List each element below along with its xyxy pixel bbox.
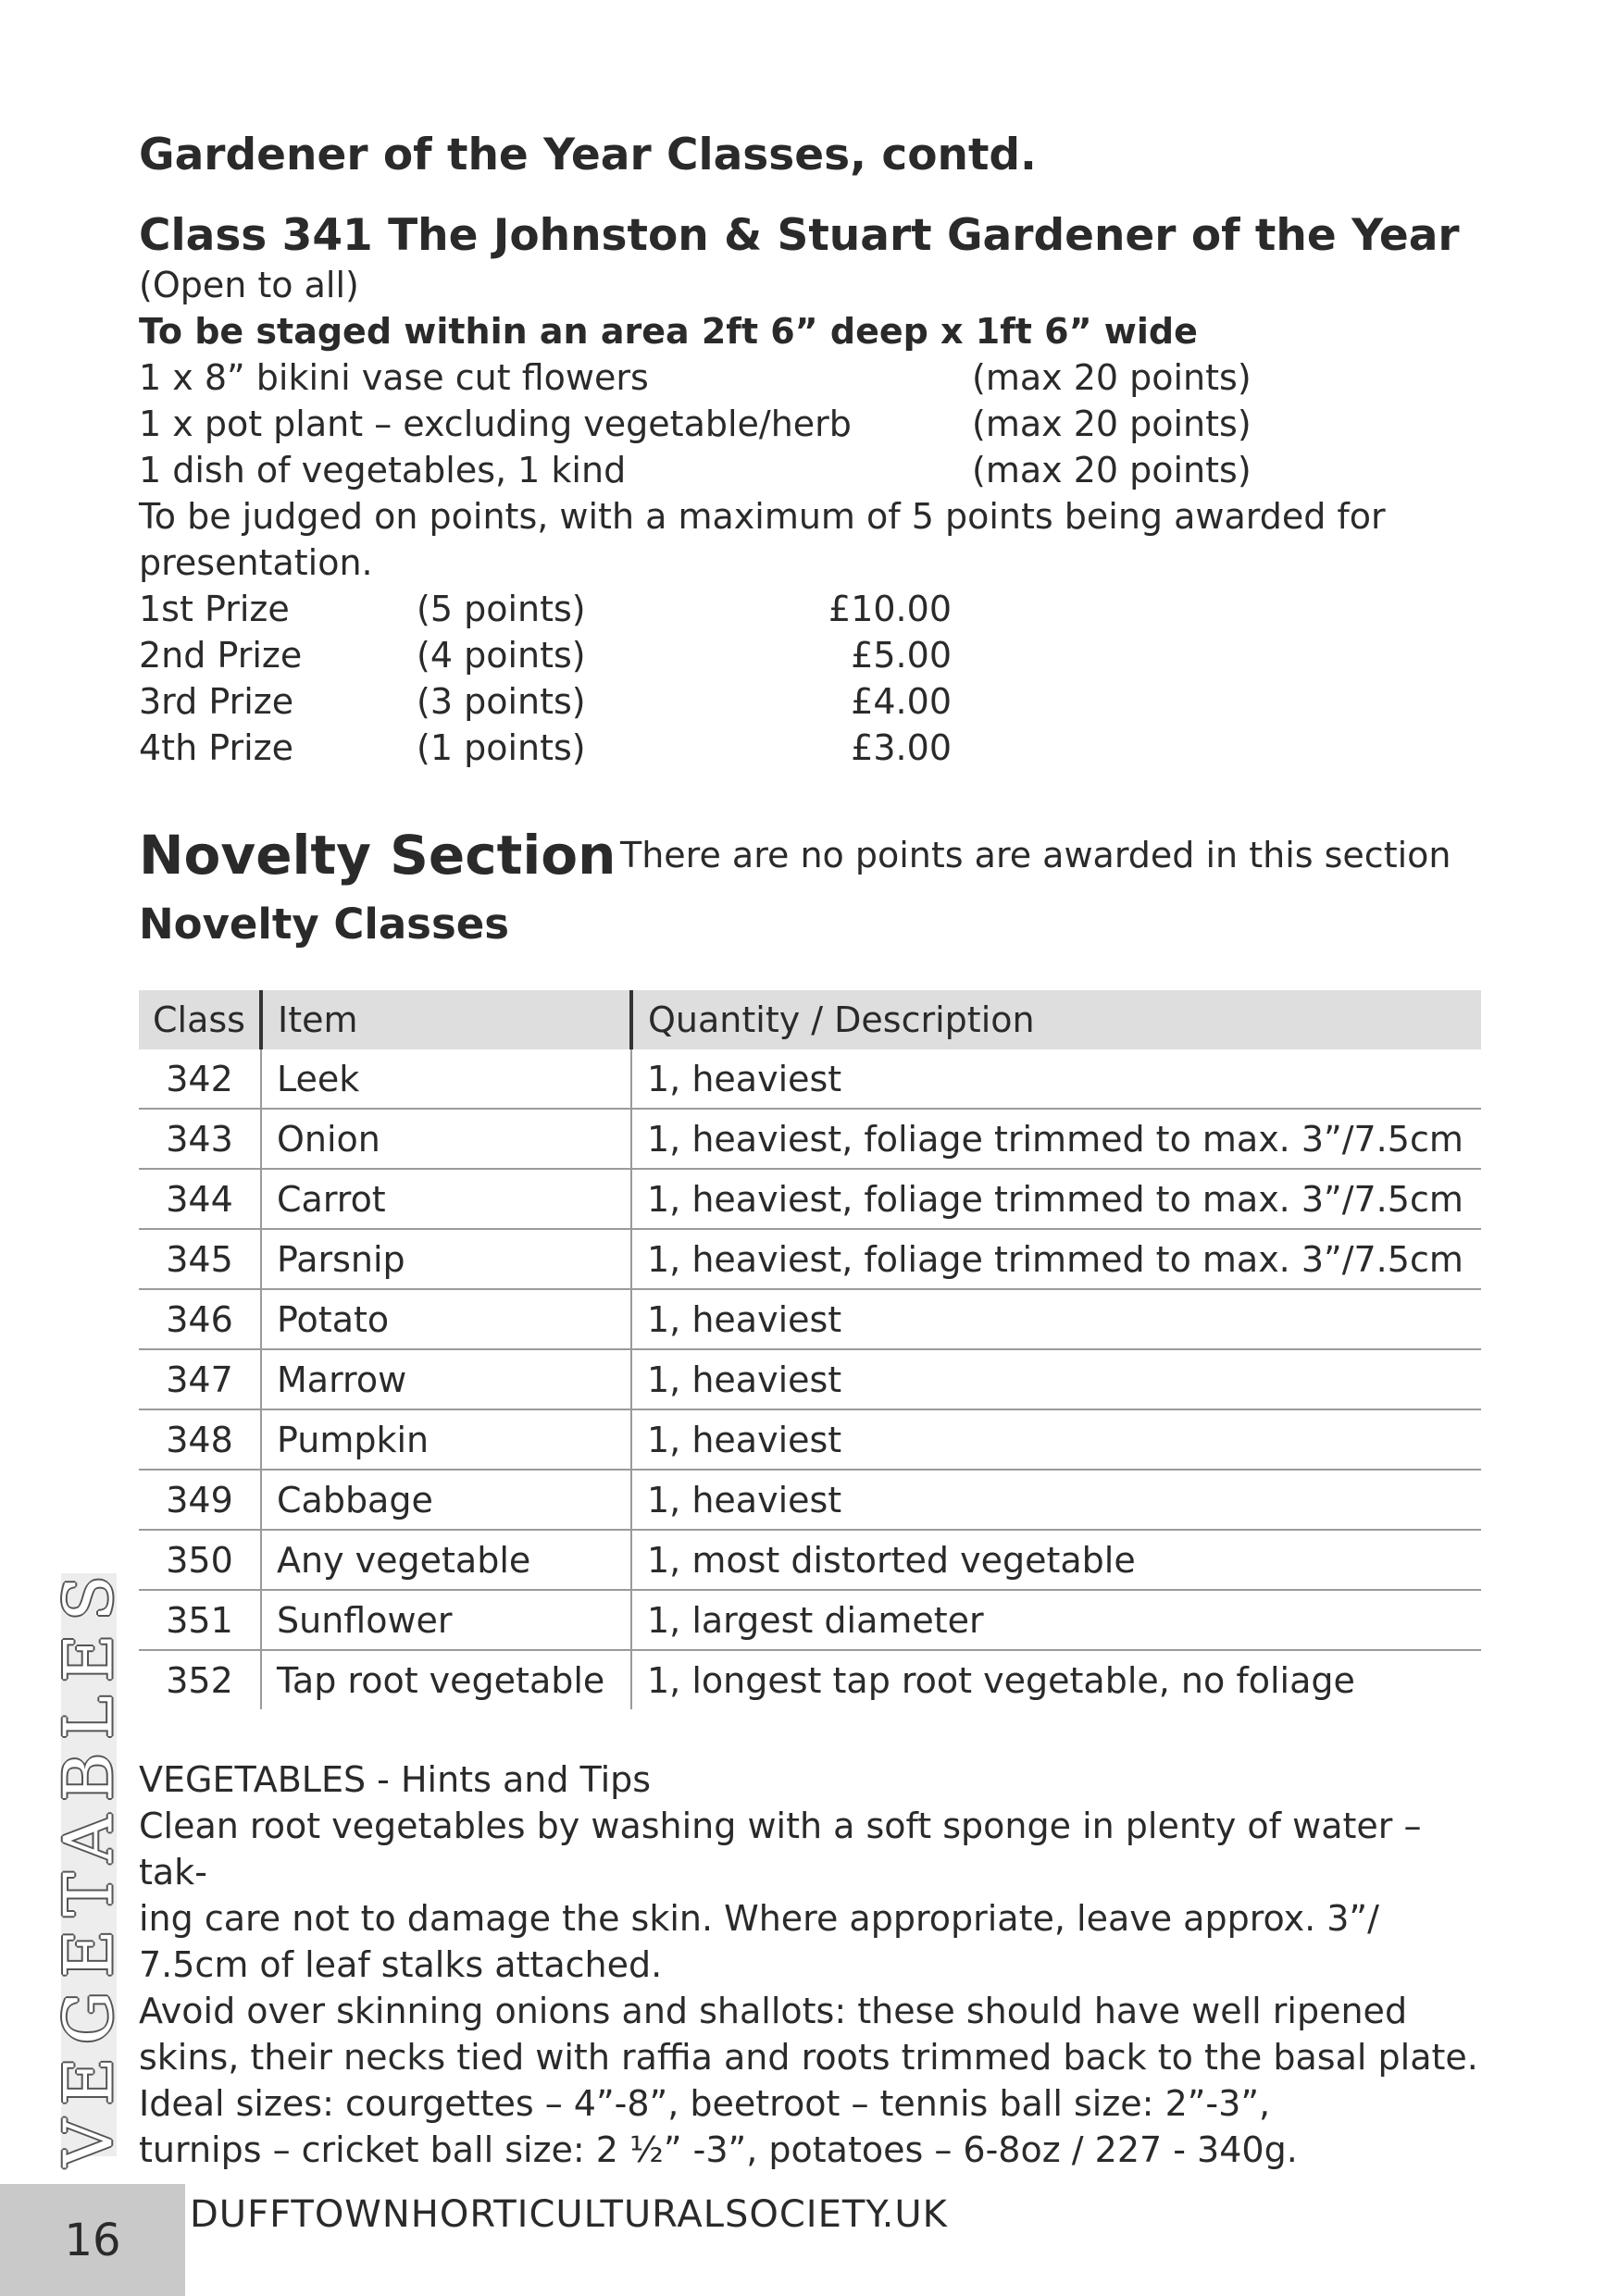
novelty-classes-table <box>139 990 1481 1709</box>
hints-line: Avoid over skinning onions and shallots: these should have well ripened <box>139 1991 1408 2031</box>
judging-text-cont: presentation. <box>139 542 373 583</box>
hints-line: Ideal sizes: courgettes – 4”-8”, beetroot – tennis ball size: 2”-3”, <box>139 2083 1271 2124</box>
staging-rule: To be staged within an area 2ft 6” deep x 1ft 6” wide <box>139 311 1198 352</box>
cell-item: Carrot <box>261 1169 631 1229</box>
cell-description: 1, heaviest <box>631 1470 1481 1530</box>
cell-class: 345 <box>139 1229 261 1289</box>
entry-points: (max 20 points) <box>972 450 1252 490</box>
table-row <box>139 1049 1481 1109</box>
hints-line: ing care not to damage the skin. Where appropriate, leave approx. 3”/ <box>139 1898 1379 1939</box>
entry-points: (max 20 points) <box>972 403 1252 444</box>
table-row <box>139 1169 1481 1229</box>
cell-class: 351 <box>139 1590 261 1650</box>
table-row <box>139 1650 1481 1709</box>
section-side-label <box>50 1562 129 2167</box>
table-row <box>139 1229 1481 1289</box>
cell-description: 1, heaviest <box>631 1289 1481 1349</box>
cell-description: 1, heaviest, foliage trimmed to max. 3”/7.5cm <box>631 1109 1481 1169</box>
prize-points: (5 points) <box>417 589 586 629</box>
table-row <box>139 1530 1481 1590</box>
cell-class: 344 <box>139 1169 261 1229</box>
side-tab-text: VEGETABLES <box>50 1562 129 2167</box>
cell-item: Marrow <box>261 1349 631 1409</box>
class-341-title: Class 341 The Johnston & Stuart Gardener of the Year <box>139 210 1460 261</box>
hints-block <box>139 1756 1481 2173</box>
cell-description: 1, heaviest, foliage trimmed to max. 3”/7.5cm <box>631 1169 1481 1229</box>
judging-text: To be judged on points, with a maximum of 5 points being awarded for <box>139 496 1386 537</box>
prize-amount: £4.00 <box>851 681 952 722</box>
cell-item: Cabbage <box>261 1470 631 1530</box>
hints-line: Clean root vegetables by washing with a soft sponge in plenty of water – tak- <box>139 1806 1422 1893</box>
prize-amount: £10.00 <box>828 589 952 629</box>
table-row <box>139 1470 1481 1530</box>
table-header-row <box>139 990 1481 1049</box>
cell-class: 346 <box>139 1289 261 1349</box>
cell-item: Onion <box>261 1109 631 1169</box>
cell-item: Potato <box>261 1289 631 1349</box>
hints-line: turnips – cricket ball size: 2 ½” -3”, potatoes – 6-8oz / 227 - 340g. <box>139 2129 1298 2170</box>
open-note: (Open to all) <box>139 265 359 305</box>
entry-item: 1 dish of vegetables, 1 kind <box>139 450 627 490</box>
hints-line: skins, their necks tied with raffia and roots trimmed back to the basal plate. <box>139 2037 1478 2078</box>
prize-amount: £3.00 <box>851 727 952 768</box>
prize-points: (4 points) <box>417 635 586 676</box>
page-number: 16 <box>0 2184 185 2296</box>
cell-description: 1, largest diameter <box>631 1590 1481 1650</box>
footer-website: DUFFTOWNHORTICULTURALSOCIETY.UK <box>190 2193 948 2236</box>
entry-item: 1 x 8” bikini vase cut flowers <box>139 357 649 398</box>
header-description: Quantity / Description <box>631 990 1481 1049</box>
table-row <box>139 1289 1481 1349</box>
novelty-section-title: Novelty Section <box>139 824 616 887</box>
table-row <box>139 1109 1481 1169</box>
table-row <box>139 1349 1481 1409</box>
cell-item: Sunflower <box>261 1590 631 1650</box>
novelty-classes-title: Novelty Classes <box>139 900 510 949</box>
cell-item: Parsnip <box>261 1229 631 1289</box>
header-item: Item <box>261 990 631 1049</box>
cell-class: 350 <box>139 1530 261 1590</box>
hints-line: 7.5cm of leaf stalks attached. <box>139 1944 663 1985</box>
prize-name: 2nd Prize <box>139 635 303 676</box>
cell-class: 343 <box>139 1109 261 1169</box>
hints-title: VEGETABLES - Hints and Tips <box>139 1759 652 1800</box>
cell-description: 1, heaviest <box>631 1409 1481 1470</box>
table-row <box>139 1409 1481 1470</box>
prize-name: 3rd Prize <box>139 681 294 722</box>
prize-points: (1 points) <box>417 727 586 768</box>
cell-class: 348 <box>139 1409 261 1470</box>
cell-item: Tap root vegetable <box>261 1650 631 1709</box>
prize-name: 1st Prize <box>139 589 290 629</box>
entry-points: (max 20 points) <box>972 357 1252 398</box>
cell-description: 1, longest tap root vegetable, no foliage <box>647 1659 1355 1701</box>
prize-name: 4th Prize <box>139 727 293 768</box>
entry-item: 1 x pot plant – excluding vegetable/herb <box>139 403 852 444</box>
cell-description: 1, heaviest, foliage trimmed to max. 3”/7.5cm <box>631 1229 1481 1289</box>
novelty-note: There are no points are awarded in this section <box>620 835 1451 875</box>
section-heading: Gardener of the Year Classes, contd. <box>139 130 1037 180</box>
cell-description: 1, heaviest <box>631 1049 1481 1109</box>
cell-item: Leek <box>261 1049 631 1109</box>
cell-class: 352 <box>139 1650 261 1709</box>
cell-class: 342 <box>139 1049 261 1109</box>
cell-class: 347 <box>139 1349 261 1409</box>
prize-points: (3 points) <box>417 681 586 722</box>
prize-amount: £5.00 <box>851 635 952 676</box>
cell-class: 349 <box>139 1470 261 1530</box>
table-row <box>139 1590 1481 1650</box>
cell-description: 1, heaviest <box>631 1349 1481 1409</box>
cell-item: Pumpkin <box>261 1409 631 1470</box>
cell-description: 1, most distorted vegetable <box>631 1530 1481 1590</box>
header-class: Class <box>139 990 261 1049</box>
cell-item: Any vegetable <box>261 1530 631 1590</box>
